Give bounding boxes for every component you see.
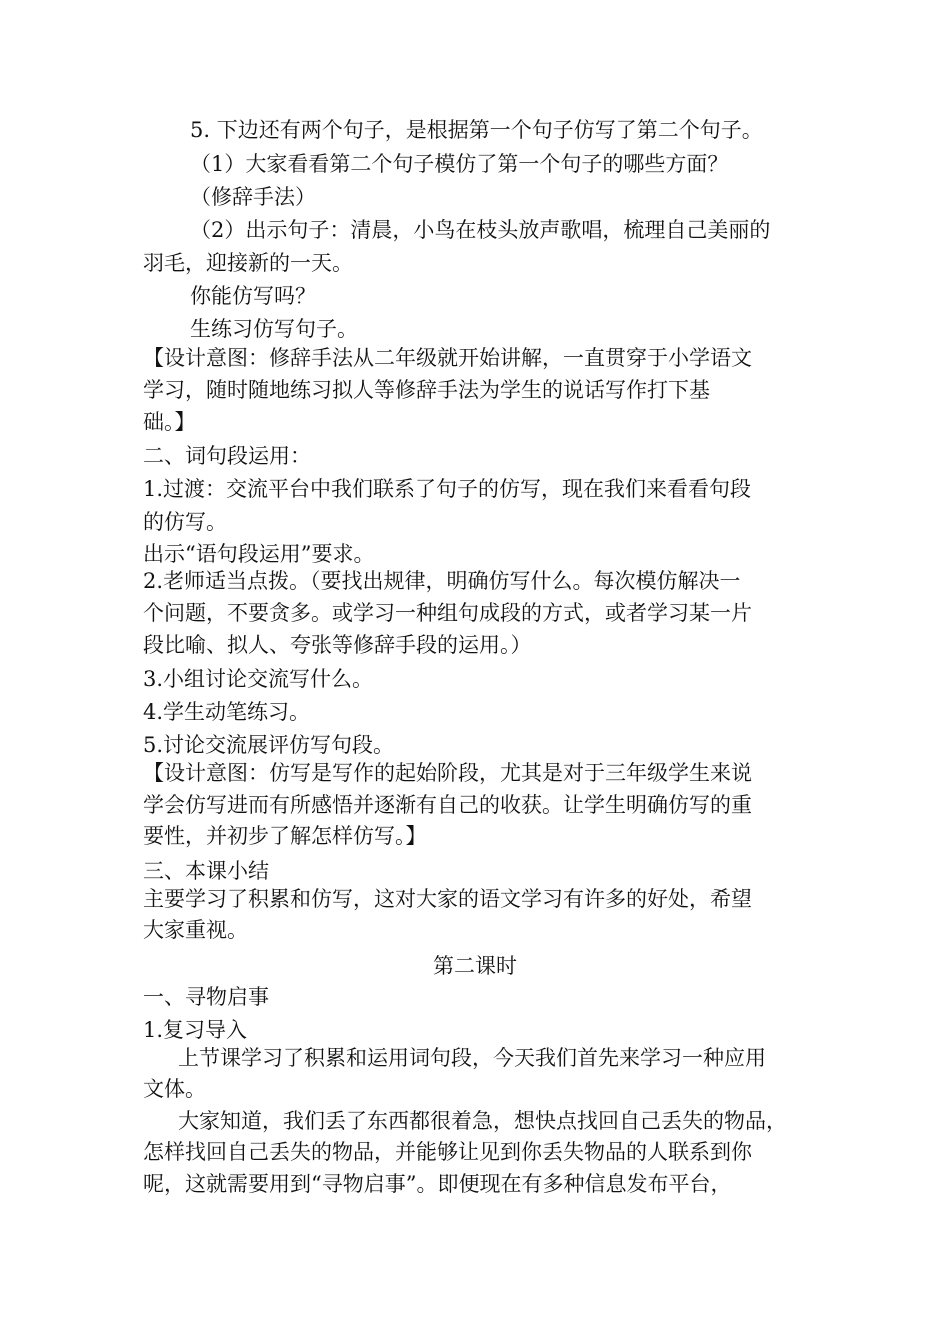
- text-line: 羽毛，迎接新的一天。: [143, 251, 353, 275]
- text-line: 1.复习导入: [143, 1018, 248, 1042]
- section-heading: 一、寻物启事: [143, 985, 269, 1009]
- section-heading: 二、词句段运用：: [143, 444, 311, 468]
- text-line: 上节课学习了积累和运用词句段，今天我们首先来学习一种应用: [178, 1046, 766, 1070]
- design-intent-line: 学会仿写进而有所感悟并逐渐有自己的收获。让学生明确仿写的重: [143, 793, 752, 817]
- text-line: 怎样找回自己丢失的物品，并能够让见到你丢失物品的人联系到你: [143, 1140, 752, 1164]
- text-line: 你能仿写吗？: [190, 284, 316, 308]
- text-line: 段比喻、拟人、夸张等修辞手段的运用。）: [143, 633, 532, 657]
- text-line: 4.学生动笔练习。: [143, 700, 311, 724]
- design-intent-line: 学习，随时随地练习拟人等修辞手法为学生的说话写作打下基: [143, 378, 710, 402]
- design-intent-line: 要性，并初步了解怎样仿写。】: [143, 824, 427, 848]
- text-line: 呢，这就需要用到“寻物启事”。即便现在有多种信息发布平台，: [143, 1172, 732, 1196]
- design-intent-line: 【设计意图：修辞手法从二年级就开始讲解，一直贯穿于小学语文: [143, 346, 752, 370]
- text-line: 的仿写。: [143, 510, 227, 534]
- text-line: 主要学习了积累和仿写，这对大家的语文学习有许多的好处，希望: [143, 887, 752, 911]
- text-line: 出示“语句段运用”要求。: [143, 542, 375, 566]
- text-line: 1.过渡：交流平台中我们联系了句子的仿写，现在我们来看看句段: [143, 477, 752, 501]
- text-line: 大家知道，我们丢了东西都很着急，想快点找回自己丢失的物品，: [178, 1109, 787, 1133]
- text-line: 2.老师适当点拨。（要找出规律，明确仿写什么。每次模仿解决一: [143, 569, 741, 593]
- text-line: 个问题，不要贪多。或学习一种组句成段的方式，或者学习某一片: [143, 601, 752, 625]
- text-line: 3.小组讨论交流写什么。: [143, 667, 374, 691]
- section-heading: 三、本课小结: [143, 859, 269, 883]
- text-line: 5. 下边还有两个句子，是根据第一个句子仿写了第二个句子。: [190, 118, 763, 142]
- design-intent-line: 【设计意图：仿写是写作的起始阶段，尤其是对于三年级学生来说: [143, 761, 752, 785]
- text-line: （1）大家看看第二个句子模仿了第一个句子的哪些方面？: [190, 152, 729, 176]
- text-line: （2）出示句子：清晨，小鸟在枝头放声歌唱，梳理自己美丽的: [190, 218, 771, 242]
- text-line: 大家重视。: [143, 918, 248, 942]
- lesson-title: 第二课时: [433, 954, 517, 978]
- text-line: 生练习仿写句子。: [190, 317, 358, 341]
- text-line: （修辞手法）: [190, 185, 316, 209]
- text-line: 文体。: [143, 1077, 206, 1101]
- design-intent-line: 础。】: [143, 410, 196, 434]
- text-line: 5.讨论交流展评仿写句段。: [143, 733, 395, 757]
